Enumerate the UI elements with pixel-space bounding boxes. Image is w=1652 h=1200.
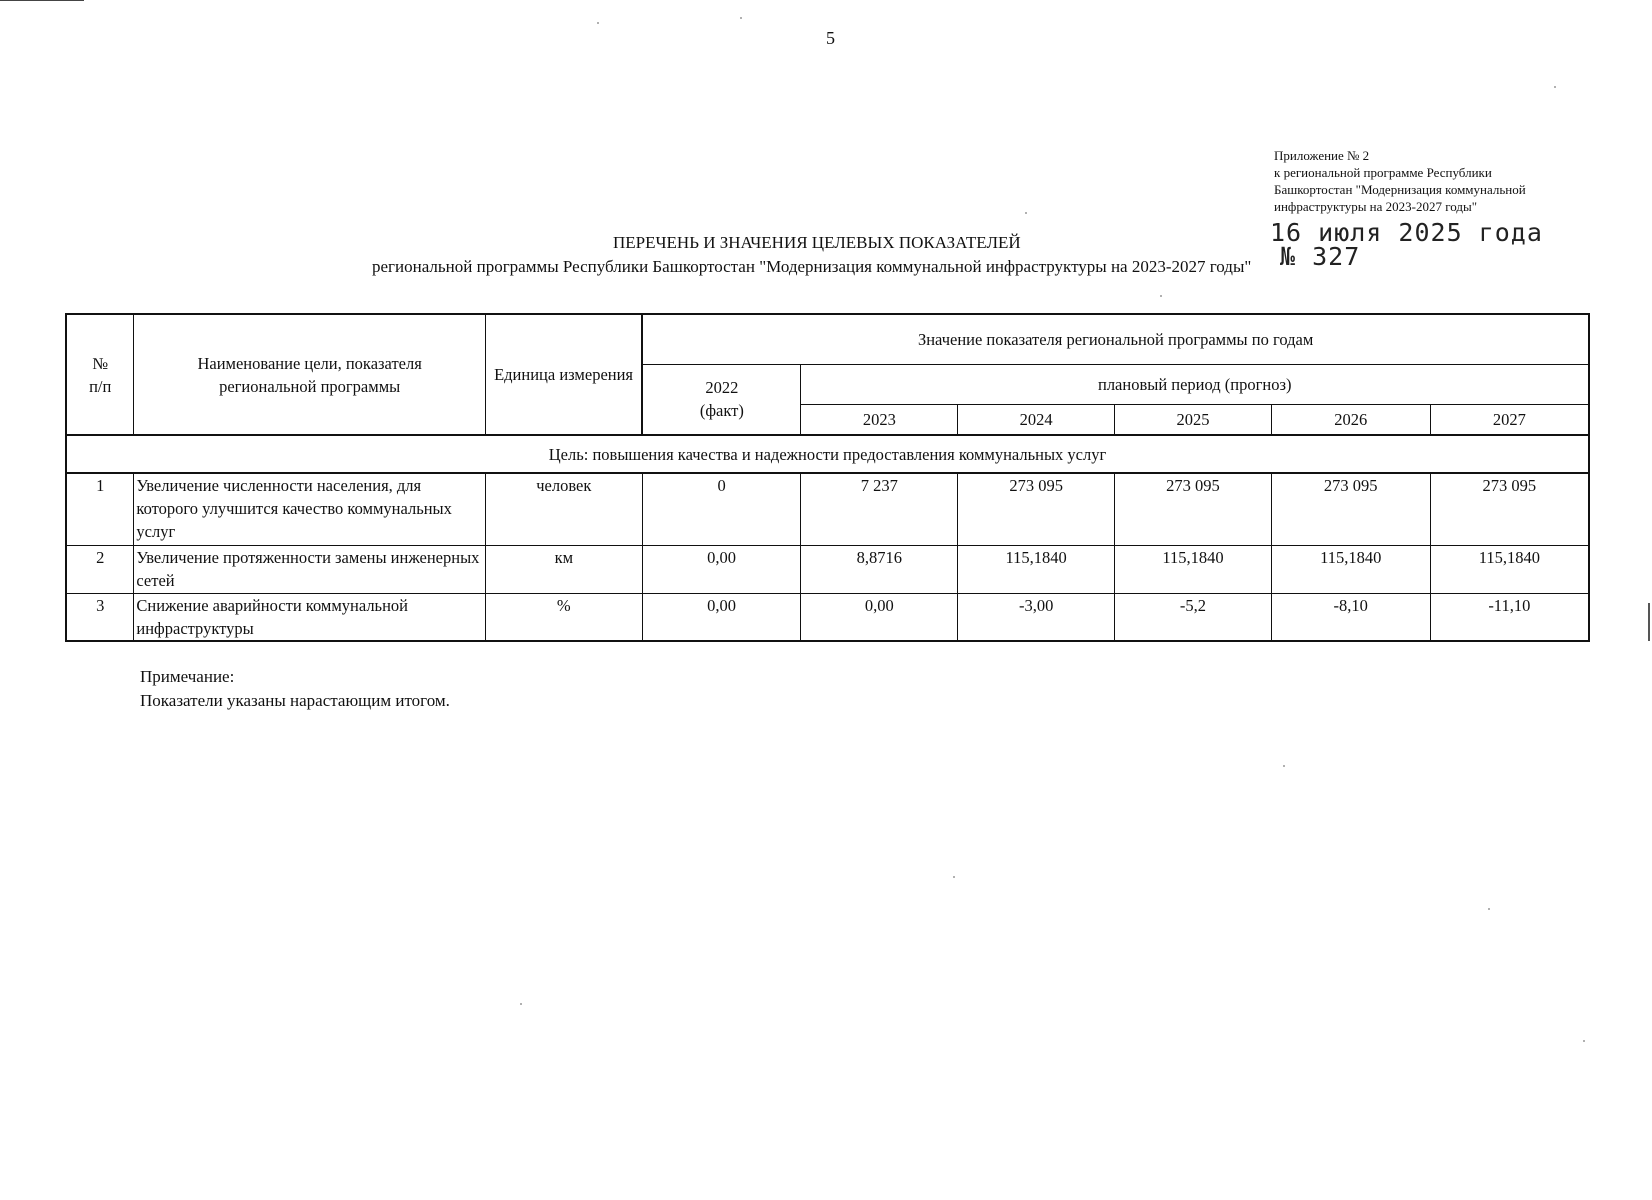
row-value: 273 095 xyxy=(1271,473,1430,545)
row-value: 115,1840 xyxy=(1271,545,1430,593)
row-unit: км xyxy=(485,545,642,593)
row-unit: человек xyxy=(485,473,642,545)
page-number: 5 xyxy=(826,28,835,48)
header-planned-period: плановый период (прогноз) xyxy=(801,364,1589,404)
row-value: 273 095 xyxy=(1430,473,1589,545)
scan-speck xyxy=(1283,765,1285,767)
row-value: 115,1840 xyxy=(1115,545,1272,593)
row-number: 1 xyxy=(66,473,134,545)
row-value: -8,10 xyxy=(1271,593,1430,641)
row-value: -3,00 xyxy=(958,593,1115,641)
document-subtitle: региональной программы Республики Башкортостан "Модернизация коммунальной инфраструктуры на 2023-2027 годы" xyxy=(372,257,1252,276)
header-number-line: п/п xyxy=(89,376,112,396)
row-name: Увеличение протяженности замены инженерных сетей xyxy=(134,545,486,593)
header-base-year-cell xyxy=(642,364,801,435)
row-value: 0,00 xyxy=(801,593,958,641)
stamp-date: 16 июля 2025 года xyxy=(1270,218,1543,247)
appendix-line: инфраструктуры на 2023-2027 годы" xyxy=(1274,199,1478,214)
header-year-2023: 2023 xyxy=(801,404,958,435)
header-year-2025: 2025 xyxy=(1115,404,1272,435)
appendix-reference xyxy=(1274,147,1574,215)
scan-speck xyxy=(1025,212,1027,214)
indicators-table xyxy=(65,313,1590,642)
row-value: -5,2 xyxy=(1115,593,1272,641)
row-value: 115,1840 xyxy=(1430,545,1589,593)
goal-row: Цель: повышения качества и надежности предоставления коммунальных услуг xyxy=(66,435,1589,473)
header-values-group: Значение показателя региональной программы по годам xyxy=(642,314,1589,364)
row-unit: % xyxy=(485,593,642,641)
note-label: Примечание: xyxy=(140,667,235,686)
header-name-line: региональной программы xyxy=(219,376,401,396)
table-row xyxy=(66,473,1589,545)
table-row xyxy=(66,593,1589,641)
scan-speck xyxy=(1554,86,1556,88)
appendix-line: к региональной программе Республики xyxy=(1274,165,1492,180)
header-name-line: Наименование цели, показателя xyxy=(197,353,422,373)
header-base-year-note: (факт) xyxy=(699,401,744,421)
scan-speck xyxy=(1488,908,1490,910)
row-value: 7 237 xyxy=(801,473,958,545)
scan-speck xyxy=(953,876,955,878)
row-value: 273 095 xyxy=(1115,473,1272,545)
row-value: 273 095 xyxy=(958,473,1115,545)
top-edge-line xyxy=(0,0,84,1)
row-value: 8,8716 xyxy=(801,545,958,593)
header-year-2024: 2024 xyxy=(958,404,1115,435)
header-name-cell xyxy=(134,314,486,435)
scan-speck xyxy=(520,1003,522,1005)
note-text: Показатели указаны нарастающим итогом. xyxy=(140,691,450,710)
table-row xyxy=(66,545,1589,593)
header-year-2027: 2027 xyxy=(1430,404,1589,435)
scan-speck xyxy=(740,17,742,19)
row-value: 0,00 xyxy=(642,545,801,593)
document-title: ПЕРЕЧЕНЬ И ЗНАЧЕНИЯ ЦЕЛЕВЫХ ПОКАЗАТЕЛЕЙ xyxy=(613,233,1021,252)
scan-speck xyxy=(597,22,599,24)
header-base-year: 2022 xyxy=(705,378,739,398)
appendix-line: Приложение № 2 xyxy=(1274,148,1370,163)
header-number-line: № xyxy=(92,353,109,373)
row-name: Снижение аварийности коммунальной инфраструктуры xyxy=(134,593,486,641)
row-value: -11,10 xyxy=(1430,593,1589,641)
row-name: Увеличение численности населения, для которого улучшится качество коммунальных услуг xyxy=(134,473,486,545)
appendix-line: Башкортостан "Модернизация коммунальной xyxy=(1274,182,1526,197)
row-value: 0 xyxy=(642,473,801,545)
header-unit-cell: Единица измерения xyxy=(485,314,642,435)
row-value: 0,00 xyxy=(642,593,801,641)
row-value: 115,1840 xyxy=(958,545,1115,593)
scan-speck xyxy=(1583,1040,1585,1042)
row-number: 2 xyxy=(66,545,134,593)
scan-speck xyxy=(1160,295,1162,297)
stamp-number: № 327 xyxy=(1280,242,1361,271)
header-year-2026: 2026 xyxy=(1271,404,1430,435)
row-number: 3 xyxy=(66,593,134,641)
scan-edge-mark xyxy=(1648,603,1650,641)
header-number-cell xyxy=(66,314,134,435)
